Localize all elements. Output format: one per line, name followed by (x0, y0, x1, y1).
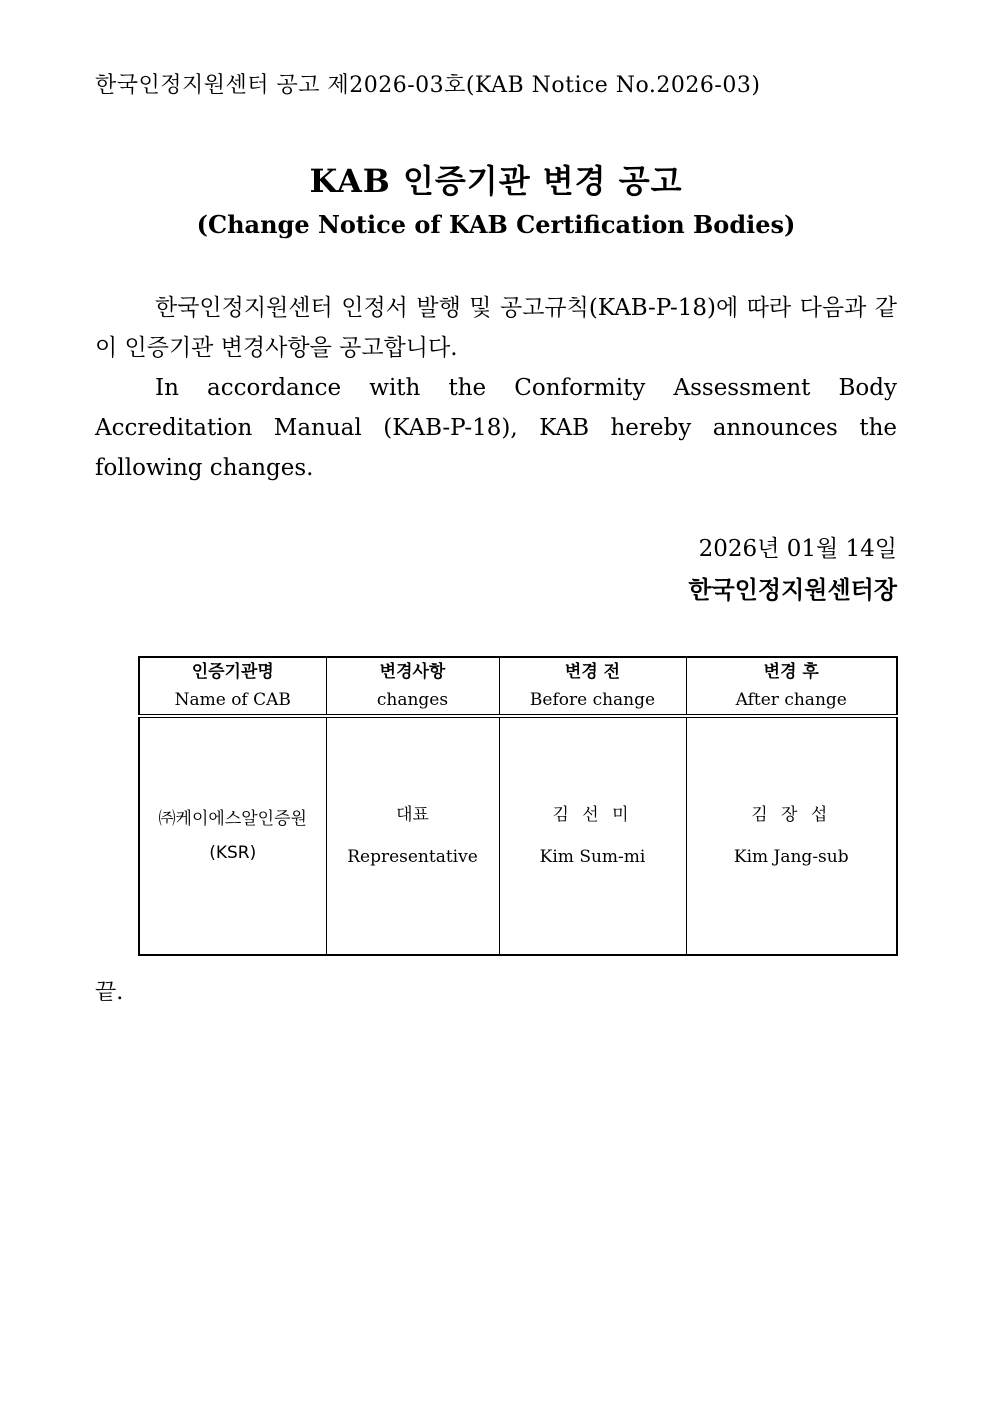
change-item-en: Representative (347, 847, 478, 867)
after-value-en: Kim Jang-sub (733, 847, 849, 867)
cell-change-item (326, 716, 499, 955)
header-after-change (686, 657, 897, 716)
changes-table (138, 656, 898, 956)
header-label-ko: 변경 후 (763, 662, 819, 682)
before-value-ko: 김 선 미 (552, 805, 633, 825)
table-row (139, 716, 897, 955)
header-label-en: After change (735, 690, 847, 710)
header-cab-name (139, 657, 326, 716)
signer: 한국인정지원센터장 (688, 575, 897, 604)
paragraph-korean: 한국인정지원센터 인정서 발행 및 공고규칙(KAB-P-18)에 따라 다음과 같이 인증기관 변경사항을 공고합니다. (95, 295, 897, 361)
end-mark: 끝. (95, 980, 124, 1005)
cell-cab-name (139, 716, 326, 955)
cab-name-ko: ㈜케이에스알인증원 (158, 809, 307, 829)
header-label-ko: 인증기관명 (191, 662, 274, 682)
table-header-row (139, 657, 897, 716)
header-label-en: Name of CAB (174, 690, 291, 710)
header-changes (326, 657, 499, 716)
notice-date: 2026년 01월 14일 (698, 536, 897, 562)
header-label-en: Before change (529, 690, 656, 710)
title-english: (Change Notice of KAB Certification Bodies) (196, 210, 796, 239)
before-value-en: Kim Sum-mi (539, 847, 646, 867)
notice-number: 한국인정지원센터 공고 제2026-03호(KAB Notice No.2026-03) (95, 73, 761, 98)
cab-name-en: (KSR) (209, 843, 257, 863)
cell-before-change (499, 716, 686, 955)
header-label-en: changes (376, 690, 449, 710)
header-label-ko: 변경 전 (564, 662, 621, 682)
cell-after-change (686, 716, 897, 955)
change-item-ko: 대표 (396, 805, 429, 825)
header-before-change (499, 657, 686, 716)
changes-table-wrapper (138, 656, 896, 956)
body-text (95, 288, 897, 488)
header-label-ko: 변경사항 (379, 662, 446, 682)
paragraph-english: In accordance with the Conformity Assessment Body Accreditation Manual (KAB-P-18), KAB hereby announces the following changes. (95, 375, 897, 481)
after-value-ko: 김 장 섭 (751, 805, 832, 825)
title-korean: KAB 인증기관 변경 공고 (309, 162, 683, 200)
